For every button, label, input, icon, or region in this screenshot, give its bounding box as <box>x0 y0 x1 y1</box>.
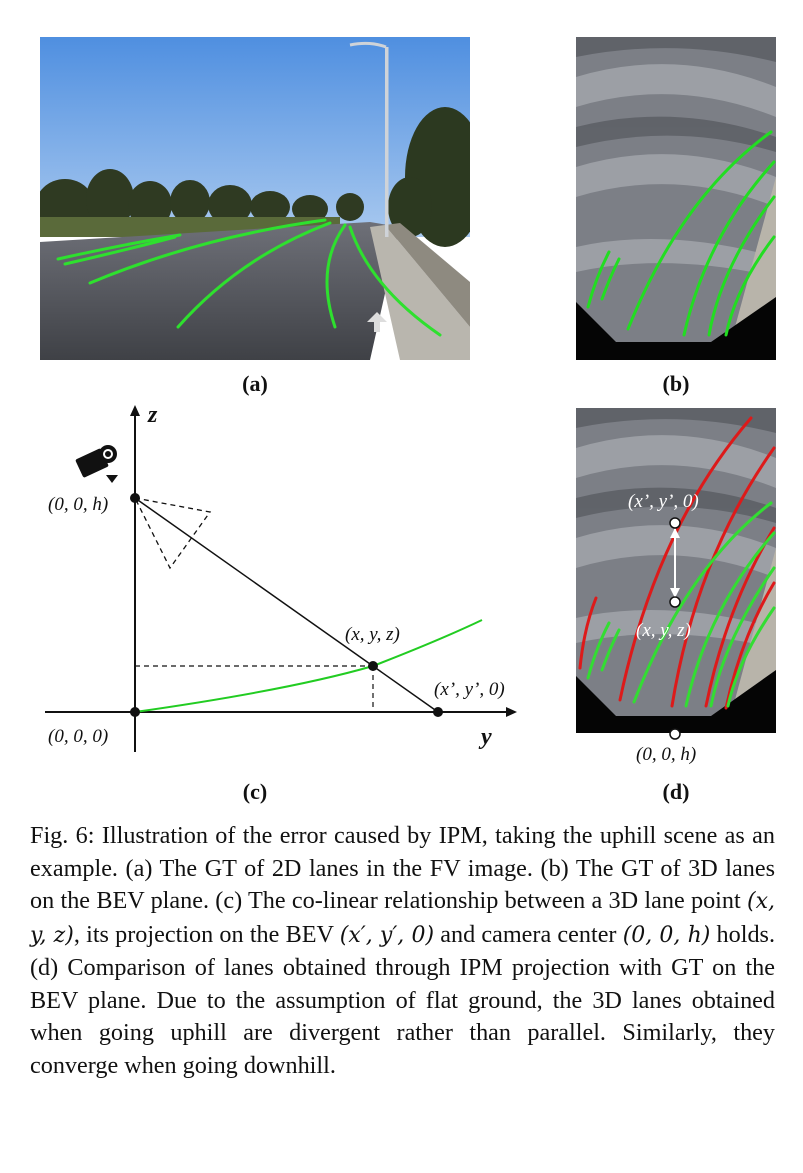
caption-math-camera-center: (0, 0, h) <box>622 922 711 948</box>
panel-b-label: (b) <box>662 371 690 396</box>
camera-center-label: (0, 0, h) <box>48 494 109 515</box>
caption-math-lane-point: (x, y, z) <box>30 889 775 948</box>
y-axis-label: y <box>481 724 492 750</box>
colinear-diagram <box>40 400 540 770</box>
camera-center-marker <box>670 729 680 739</box>
projected-point-label: (x’, y’, 0) <box>434 679 505 700</box>
lane-point-label: (x, y, z) <box>345 624 400 645</box>
camera-center-point <box>130 493 140 503</box>
origin-label: (0, 0, 0) <box>48 726 109 747</box>
lane-point <box>368 661 378 671</box>
caption-text-1: Fig. 6: Illustration of the error caused by IPM, taking the uphill scene as an example. (a) The GT of 2D lanes in the FV image. (b) The GT of 3D lanes on the BEV plane. (c) The co-linear relationship between a 3D lane point <box>30 822 775 914</box>
bev-gt-photo <box>576 37 776 360</box>
d-lane-point-label: (x, y, z) <box>636 620 691 641</box>
projected-point <box>433 707 443 717</box>
d-projected-label: (x’, y’, 0) <box>628 491 699 512</box>
y-axis-arrow <box>506 707 517 717</box>
fov-triangle <box>135 498 210 568</box>
projection-ray <box>135 498 438 712</box>
panel-d-label: (d) <box>662 779 690 804</box>
z-axis-arrow <box>130 405 140 416</box>
panel-b-bev-gt-image <box>576 37 776 360</box>
video-camera-icon <box>75 445 118 483</box>
d-camera-label: (0, 0, h) <box>636 744 697 765</box>
caption-math-projection: (x′, y′, 0) <box>339 922 435 948</box>
caption-text-2: , its projection on the BEV <box>73 920 340 948</box>
panel-d-comparison <box>576 408 776 770</box>
ipm-vs-gt-photo <box>576 408 776 770</box>
panel-c-diagram <box>40 400 540 770</box>
panel-a-label: (a) <box>242 371 268 396</box>
panel-a-front-view-image <box>40 37 470 360</box>
panel-c-label: (c) <box>242 779 268 804</box>
z-axis-label: z <box>148 402 158 428</box>
projected-point-marker <box>670 518 680 528</box>
caption-text-4: holds. (d) Comparison of lanes obtained through IPM projection with GT on the BEV plane. Due to the assumption of flat ground, the 3D lanes obtained when going uphill are divergent rather than parallel. Similarly, they converge when going downhill. <box>30 920 776 1079</box>
figure-caption <box>30 820 775 1082</box>
caption-text-3: and camera center <box>434 920 623 948</box>
origin-point <box>130 707 140 717</box>
lane-point-marker <box>670 597 680 607</box>
front-view-photo <box>40 37 470 360</box>
